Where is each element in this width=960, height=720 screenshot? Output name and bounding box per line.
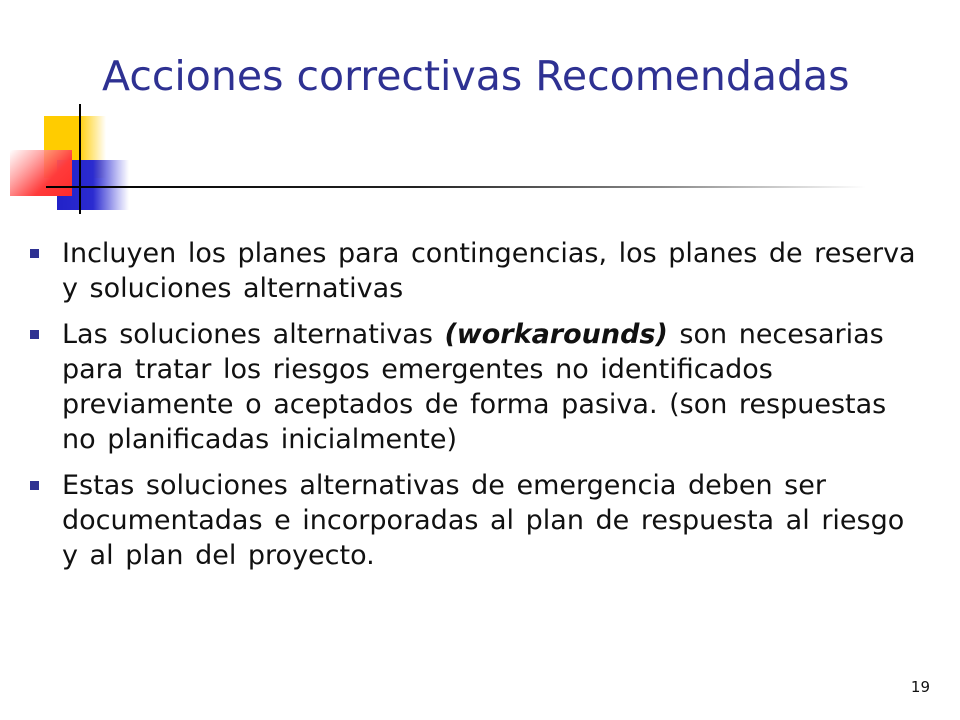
title-underline [46,186,866,188]
bullet-item-2 [30,317,930,457]
bullet-text-before: Las soluciones alternativas [62,319,445,350]
bullet-emphasis: (workarounds) [444,319,668,350]
bullet-item-3 [30,468,930,573]
bullet-marker-icon [30,330,39,339]
decorative-vertical-line [79,104,81,214]
decorative-red-square [10,150,72,196]
bullet-marker-icon [30,249,39,258]
bullet-text: Estas soluciones alternativas de emergencia deben ser documentadas e incorporadas al plan de respuesta al riesgo y al plan del proyecto. [62,470,905,571]
bullet-text-after: son necesarias para tratar los riesgos emergentes no identificados previamente o aceptados de forma pasiva. (son respuestas no planificadas inicialmente) [62,319,887,455]
slide-title: Acciones correctivas Recomendadas [102,52,850,100]
bullet-text: Incluyen los planes para contingencias, los planes de reserva y soluciones alternativas [62,238,916,304]
bullet-list [30,236,930,584]
bullet-marker-icon [30,481,39,490]
bullet-item-1 [30,236,930,306]
page-number: 19 [910,678,930,696]
